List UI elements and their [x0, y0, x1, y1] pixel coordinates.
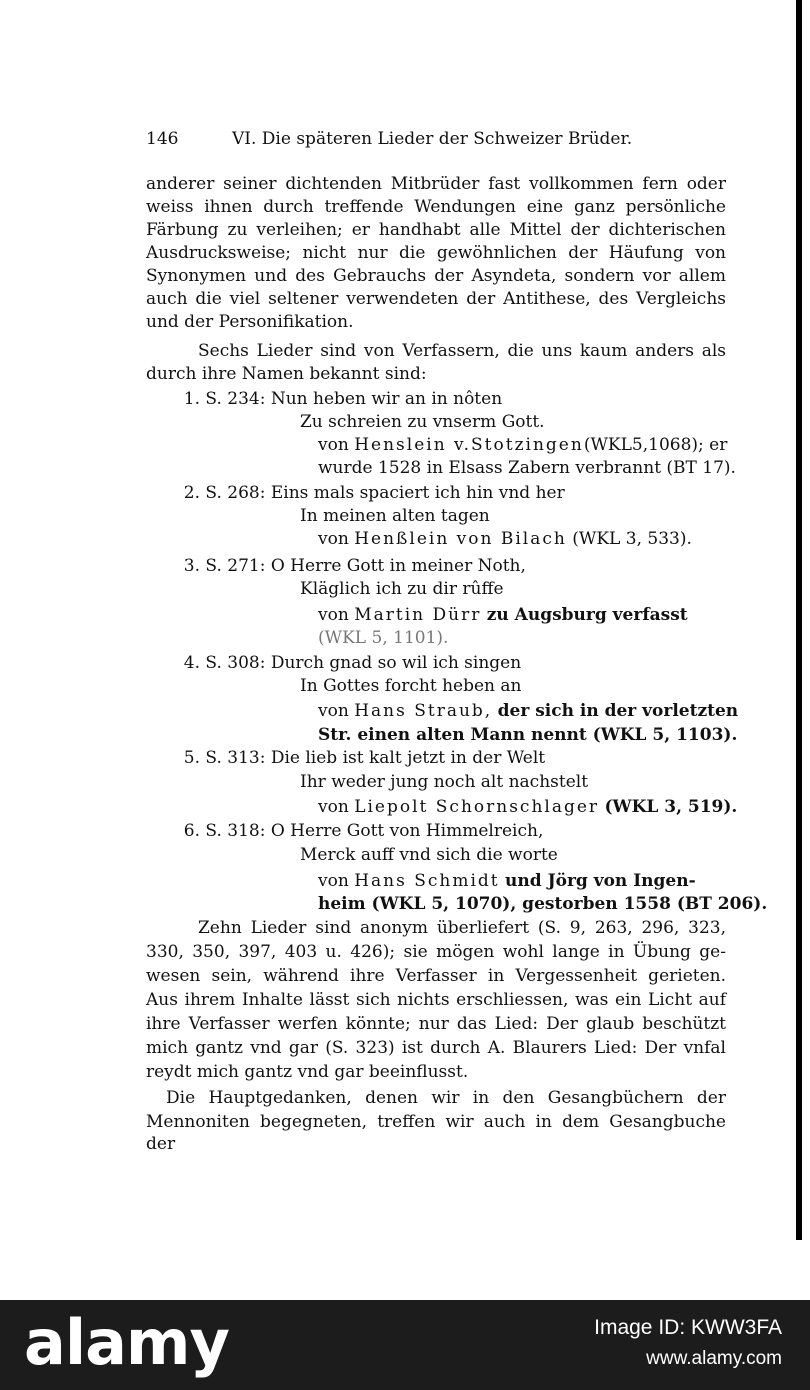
watermark-footer — [0, 1300, 810, 1390]
song-number: 3. — [183, 556, 200, 576]
text-line: reydt mich gantz vnd gar beeinflusst. — [146, 1062, 469, 1082]
song-ref: S. 308: — [205, 653, 266, 673]
song-title-line: Ihr weder jung noch alt nachstelt — [300, 772, 589, 792]
song-title: O Herre Gott von Himmelreich, — [270, 821, 544, 841]
song-number: 1. — [183, 389, 200, 409]
text-line: und der Personifikation. — [146, 312, 354, 332]
author-name: Martin Dürr — [354, 605, 482, 625]
author-detail: zu Augsburg verfasst — [486, 605, 688, 625]
image-id: Image ID: KWW3FA — [594, 1316, 782, 1339]
text-line: wesen sein, während ihre Verfasser in Vergessenheit gerieten. — [146, 966, 726, 986]
text-line: 330, 350, 397, 403 u. 426); sie mögen wohl lange in Übung ge- — [146, 942, 726, 962]
song-ref: S. 268: — [205, 483, 266, 503]
song-ref: S. 313: — [205, 748, 266, 768]
author-name: Hans Straub, — [354, 701, 493, 721]
song-entry-3 — [146, 555, 526, 577]
song-title-line: In meinen alten tagen — [300, 506, 490, 526]
author-detail: und Jörg von Ingen- — [505, 871, 696, 891]
text-line: Mennoniten begegneten, treffen wir auch in dem Gesangbuche der — [146, 1112, 726, 1154]
text-line: Sechs Lieder sind von Verfassern, die uns kaum anders als — [198, 341, 726, 361]
song-note: Str. einen alten Mann nennt (WKL 5, 1103). — [318, 725, 738, 745]
song-entry-6 — [146, 820, 543, 842]
song-title: Durch gnad so wil ich singen — [270, 653, 522, 673]
song-entry-5 — [146, 747, 545, 769]
text-line: Ausdrucksweise; nicht nur die gewöhnlichen der Häufung von — [146, 243, 726, 263]
alamy-logo: alamy — [24, 1306, 229, 1379]
song-note: (WKL 5, 1101). — [318, 628, 449, 648]
text-line: Aus ihrem Inhalte lässt sich nichts erschliessen, was ein Licht auf — [146, 990, 726, 1010]
text-line: ihre Verfasser werfen könnte; nur das Lied: Der glaub beschützt — [146, 1014, 726, 1034]
author-detail: (WKL 3, 519). — [604, 797, 738, 817]
song-ref: S. 318: — [205, 821, 266, 841]
author-detail: der sich in der vorletzten — [497, 701, 739, 721]
text-line: weiss ihnen durch treffende Wendungen eine ganz persönliche — [146, 197, 726, 217]
song-author-line: von Hans Schmidt und Jörg von Ingen- — [318, 871, 696, 891]
song-author-line: von Henslein v.Stotzingen(WKL5,1068); er — [318, 435, 728, 455]
song-note: heim (WKL 5, 1070), gestorben 1558 (BT 206). — [318, 894, 768, 914]
song-title: Nun heben wir an in nôten — [270, 389, 503, 409]
text-line: Färbung zu verleihen; er handhabt alle Mittel der dichterischen — [146, 220, 726, 240]
author-detail: (WKL5,1068); er — [583, 435, 728, 455]
text-line: Synonymen und des Gebrauchs der Asyndeta, sondern vor allem — [146, 266, 726, 286]
text-line: anderer seiner dichtenden Mitbrüder fast vollkommen fern oder — [146, 174, 726, 194]
author-name: Liepolt Schornschlager — [354, 797, 600, 817]
song-author-line: von Liepolt Schornschlager (WKL 3, 519). — [318, 797, 738, 817]
author-detail: (WKL 3, 533). — [572, 529, 692, 549]
song-number: 5. — [183, 748, 200, 768]
text-line: auch die viel seltener verwendeten der Antithese, des Vergleichs — [146, 289, 726, 309]
song-number: 4. — [183, 653, 200, 673]
song-title-line: Merck auff vnd sich die worte — [300, 845, 558, 865]
song-title: O Herre Gott in meiner Noth, — [270, 556, 526, 576]
text-line: Zehn Lieder sind anonym überliefert (S. 9, 263, 296, 323, — [198, 918, 726, 938]
song-entry-2 — [146, 482, 565, 504]
page-edge-bar — [796, 0, 802, 1240]
running-title: VI. Die späteren Lieder der Schweizer Brüder. — [232, 129, 633, 149]
song-author-line: von Henßlein von Bilach (WKL 3, 533). — [318, 529, 692, 549]
author-name: Henslein v.Stotzingen — [354, 435, 584, 455]
song-entry-1 — [146, 388, 502, 410]
song-number: 2. — [183, 483, 200, 503]
song-title-line: Kläglich ich zu dir rûffe — [300, 579, 504, 599]
song-title-line: In Gottes forcht heben an — [300, 676, 522, 696]
author-name: Henßlein von Bilach — [354, 529, 567, 549]
song-note: wurde 1528 in Elsass Zabern verbrannt (BT 17). — [318, 458, 736, 478]
song-title: Eins mals spaciert ich hin vnd her — [270, 483, 565, 503]
song-number: 6. — [183, 821, 200, 841]
song-ref: S. 234: — [205, 389, 266, 409]
song-author-line: von Martin Dürr zu Augsburg verfasst — [318, 605, 688, 625]
song-ref: S. 271: — [205, 556, 266, 576]
text-line: mich gantz vnd gar (S. 323) ist durch A. Blaurers Lied: Der vnfal — [146, 1038, 726, 1058]
page-number: 146 — [146, 129, 179, 149]
running-header — [146, 128, 632, 150]
song-author-line: von Hans Straub, der sich in der vorletzten — [318, 701, 739, 721]
song-entry-4 — [146, 652, 521, 674]
author-name: Hans Schmidt — [354, 871, 500, 891]
song-title: Die lieb ist kalt jetzt in der Welt — [270, 748, 546, 768]
site-url: www.alamy.com — [646, 1348, 782, 1369]
text-line: Die Hauptgedanken, denen wir in den Gesangbüchern der — [166, 1088, 726, 1108]
text-line: durch ihre Namen bekannt sind: — [146, 364, 427, 384]
song-title-line: Zu schreien zu vnserm Gott. — [300, 412, 545, 432]
